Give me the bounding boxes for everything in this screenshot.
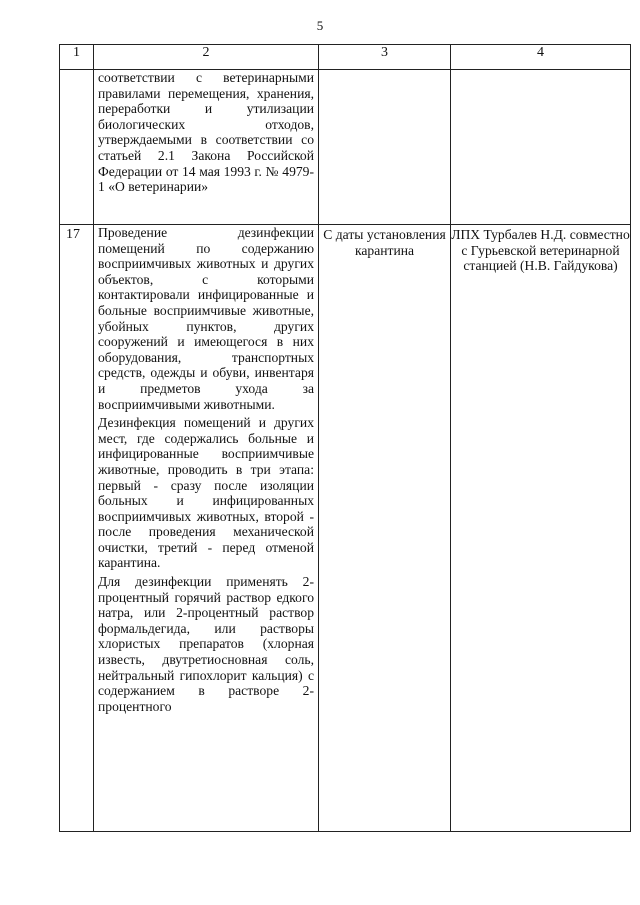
column-header-4: 4 <box>451 45 631 70</box>
measure-responsible <box>451 70 631 225</box>
measure-term <box>319 70 451 225</box>
row-number <box>60 70 94 225</box>
row-number: 17 <box>60 225 94 832</box>
page-number: 5 <box>316 18 324 33</box>
measure-term: С даты установления карантина <box>319 225 451 832</box>
measure-paragraph: соответствии с ветеринарными правилами перемещения, хранения, переработки и утилизации биологических отходов, утверждаемыми в соответствии со статьей 2.1 Закона Российской Федерации от 14 мая 1993 г. № 4979-1 «О ветеринарии» <box>98 70 314 195</box>
table-row <box>60 70 631 225</box>
measure-description <box>94 225 319 832</box>
column-header-2: 2 <box>94 45 319 70</box>
measure-paragraph: Для дезинфекции применять 2-процентный горячий раствор едкого натра, или 2-процентный раствор формальдегида, или растворы хлористых препаратов (хлорная известь, двутретиосновная соль, нейтральный гипохлорит кальция) с содержанием в растворе 2-процентного <box>98 574 314 714</box>
measure-responsible: ЛПХ Турбалев Н.Д. совместно с Гурьевской ветеринарной станцией (Н.В. Гайдукова) <box>451 225 631 832</box>
measure-paragraph: Проведение дезинфекции помещений по содержанию восприимчивых животных и других объектов, с которыми контактировали инфицированные и больные восприимчивые животные, убойных пунктов, других сооружений и имеющегося в них оборудования, транспортных средств, одежды и обуви, инвентаря и предметов ухода за восприимчивыми животными. <box>98 225 314 412</box>
measure-paragraph: Дезинфекция помещений и других мест, где содержались больные и инфицированные восприимчивые животные, проводить в три этапа: первый - сразу после изоляции больных и инфицированных восприимчивых животных, второй - после проведения механической очистки, третий - перед отменой карантина. <box>98 415 314 571</box>
column-header-3: 3 <box>319 45 451 70</box>
column-header-1: 1 <box>60 45 94 70</box>
measures-table <box>59 44 631 832</box>
table-row <box>60 225 631 832</box>
table-header-row <box>60 45 631 70</box>
measure-description <box>94 70 319 225</box>
